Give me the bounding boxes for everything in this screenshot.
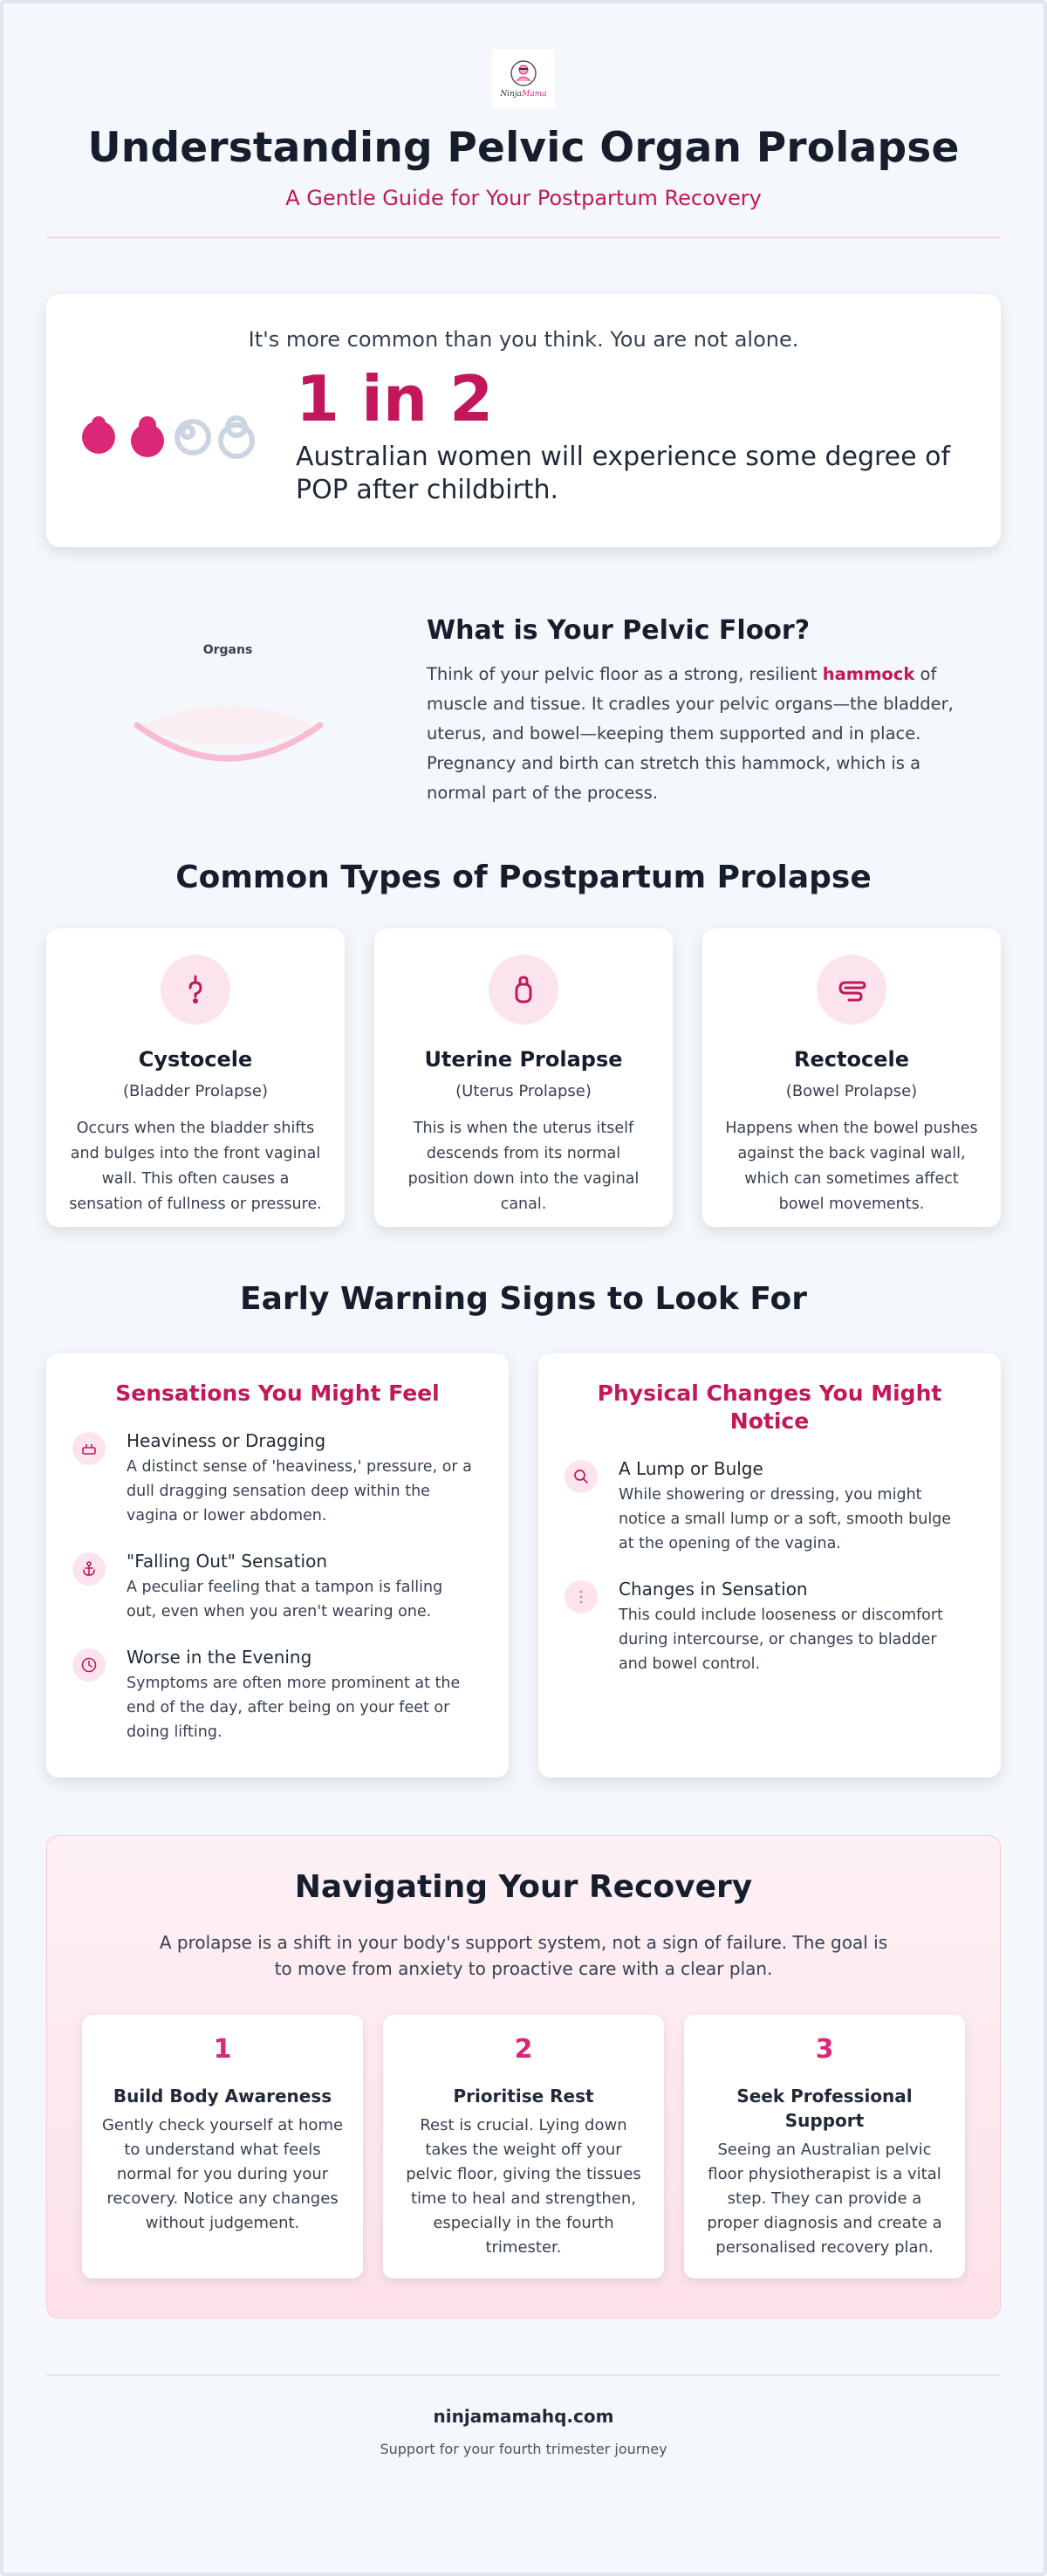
sign-description: A distinct sense of 'heaviness,' pressure, or a dull dragging sensation deep within the vagina or lower abdomen. bbox=[127, 1458, 472, 1524]
recovery-intro: A prolapse is a shift in your body's support system, not a sign of failure. The goal is to move from anxiety to proactive care with a clear plan. bbox=[159, 1932, 888, 1979]
anchor-icon bbox=[72, 1552, 106, 1586]
prevalence-figure-icon bbox=[81, 411, 296, 463]
step-title: Prioritise Rest bbox=[453, 2086, 594, 2107]
more-dots-icon bbox=[565, 1580, 598, 1613]
recovery-section bbox=[46, 1835, 1001, 2319]
sign-name: Worse in the Evening bbox=[127, 1647, 312, 1668]
signs-section-title: Early Warning Signs to Look For bbox=[240, 1281, 807, 1317]
type-card-uterine bbox=[374, 928, 673, 1227]
sign-name: "Falling Out" Sensation bbox=[127, 1551, 327, 1572]
step-number: 1 bbox=[213, 2034, 232, 2065]
logo-emblem-icon bbox=[509, 58, 538, 88]
type-description: This is when the uterus itself descends from its normal position down into the vaginal canal. bbox=[407, 1120, 640, 1213]
pelvic-floor-title: What is Your Pelvic Floor? bbox=[427, 615, 811, 646]
type-subtitle: (Bowel Prolapse) bbox=[785, 1082, 918, 1100]
type-subtitle: (Bladder Prolapse) bbox=[123, 1082, 268, 1100]
sign-name: A Lump or Bulge bbox=[619, 1458, 763, 1479]
type-name: Uterine Prolapse bbox=[424, 1047, 623, 1072]
sign-item-falling-out bbox=[72, 1551, 474, 1624]
ninja-mama-logo[interactable] bbox=[492, 49, 555, 108]
type-description: Happens when the bowel pushes against the back vaginal wall, which can sometimes affect bowel movements. bbox=[725, 1120, 978, 1213]
sign-item-lump bbox=[565, 1458, 966, 1556]
sign-description: This could include looseness or discomfort during intercourse, or changes to bladder and bowel control. bbox=[619, 1607, 943, 1673]
bowel-icon bbox=[817, 955, 886, 1024]
sensations-card bbox=[46, 1353, 509, 1778]
sign-item-sensation bbox=[565, 1579, 966, 1676]
pelvic-floor-body: Think of your pelvic floor as a strong, resilient hammock of muscle and tissue. It cradles your pelvic organs—the bladder, uterus, and bowel—keeping them supported and in place. Pregnancy and birth can stretch this hammock, which is a normal part of the process. bbox=[427, 664, 954, 803]
stat-figure: 1 in 2 bbox=[296, 362, 494, 435]
step-title: Build Body Awareness bbox=[113, 2086, 332, 2107]
prevalence-stat-card bbox=[46, 294, 1001, 547]
recovery-steps bbox=[82, 2015, 965, 2278]
step-description: Gently check yourself at home to understand what feels normal for you during your recovery. Notice any changes without judgement. bbox=[101, 2116, 344, 2232]
logo-wordmark: NinjaMama bbox=[500, 90, 547, 99]
step-number: 2 bbox=[514, 2034, 533, 2065]
page-content bbox=[46, 3, 1001, 2457]
recovery-step-1 bbox=[82, 2015, 363, 2278]
organs-label: Organs bbox=[202, 643, 253, 657]
step-description: Seeing an Australian pelvic floor physiotherapist is a vital step. They can provide a proper diagnosis and create a personalised recovery plan. bbox=[707, 2141, 942, 2257]
step-description: Rest is crucial. Lying down takes the weight off your pelvic floor, giving the tissues time to heal and strengthen, especially in the fourth trimester. bbox=[406, 2116, 641, 2257]
sign-description: A peculiar feeling that a tampon is falling out, even when you aren't wearing one. bbox=[127, 1579, 443, 1620]
type-description: Occurs when the bladder shifts and bulges into the front vaginal wall. This often causes a sensation of fullness or pressure. bbox=[69, 1120, 322, 1213]
sign-item-evening bbox=[72, 1647, 474, 1744]
weight-icon bbox=[72, 1432, 106, 1465]
uterus-icon bbox=[489, 955, 558, 1024]
search-icon bbox=[565, 1460, 598, 1493]
hammock-highlight: hammock bbox=[822, 664, 915, 684]
physical-changes-heading: Physical Changes You Might Notice bbox=[597, 1380, 942, 1434]
step-number: 3 bbox=[815, 2034, 834, 2065]
pelvic-floor-section bbox=[46, 615, 1001, 816]
type-subtitle: (Uterus Prolapse) bbox=[455, 1082, 592, 1100]
type-name: Rectocele bbox=[794, 1047, 909, 1072]
prolapse-types bbox=[46, 928, 1001, 1227]
recovery-step-2 bbox=[383, 2015, 664, 2278]
type-name: Cystocele bbox=[138, 1047, 253, 1072]
page-title: Understanding Pelvic Organ Prolapse bbox=[87, 124, 960, 172]
page-subtitle: A Gentle Guide for Your Postpartum Recovery bbox=[285, 186, 762, 210]
types-section-title: Common Types of Postpartum Prolapse bbox=[175, 860, 872, 895]
sign-name: Changes in Sensation bbox=[619, 1579, 808, 1600]
recovery-step-3 bbox=[684, 2015, 965, 2278]
step-title: Seek Professional Support bbox=[736, 2086, 913, 2131]
stat-description: Australian women will experience some degree of POP after childbirth. bbox=[296, 442, 951, 505]
sign-description: While showering or dressing, you might notice a small lump or a soft, smooth bulge at the opening of the vagina. bbox=[619, 1486, 952, 1552]
sign-name: Heaviness or Dragging bbox=[127, 1430, 326, 1451]
stat-lead: It's more common than you think. You are not alone. bbox=[248, 327, 799, 352]
physical-changes-card bbox=[538, 1353, 1001, 1778]
type-card-rectocele bbox=[702, 928, 1001, 1227]
sign-item-heaviness bbox=[72, 1430, 474, 1528]
warning-signs bbox=[46, 1353, 1001, 1778]
type-card-cystocele bbox=[46, 928, 345, 1227]
header-divider bbox=[46, 236, 1001, 238]
footer-site-link[interactable]: ninjamamahq.com bbox=[433, 2406, 614, 2427]
sign-description: Symptoms are often more prominent at the end of the day, after being on your feet or doing lifting. bbox=[127, 1675, 461, 1741]
clock-icon bbox=[72, 1648, 106, 1682]
pelvic-floor-illustration bbox=[46, 615, 409, 816]
footer-divider bbox=[46, 2374, 1001, 2376]
footer-tagline: Support for your fourth trimester journey bbox=[380, 2441, 667, 2457]
sensations-heading: Sensations You Might Feel bbox=[115, 1380, 440, 1406]
recovery-title: Navigating Your Recovery bbox=[294, 1869, 753, 1905]
bladder-icon bbox=[161, 955, 230, 1024]
